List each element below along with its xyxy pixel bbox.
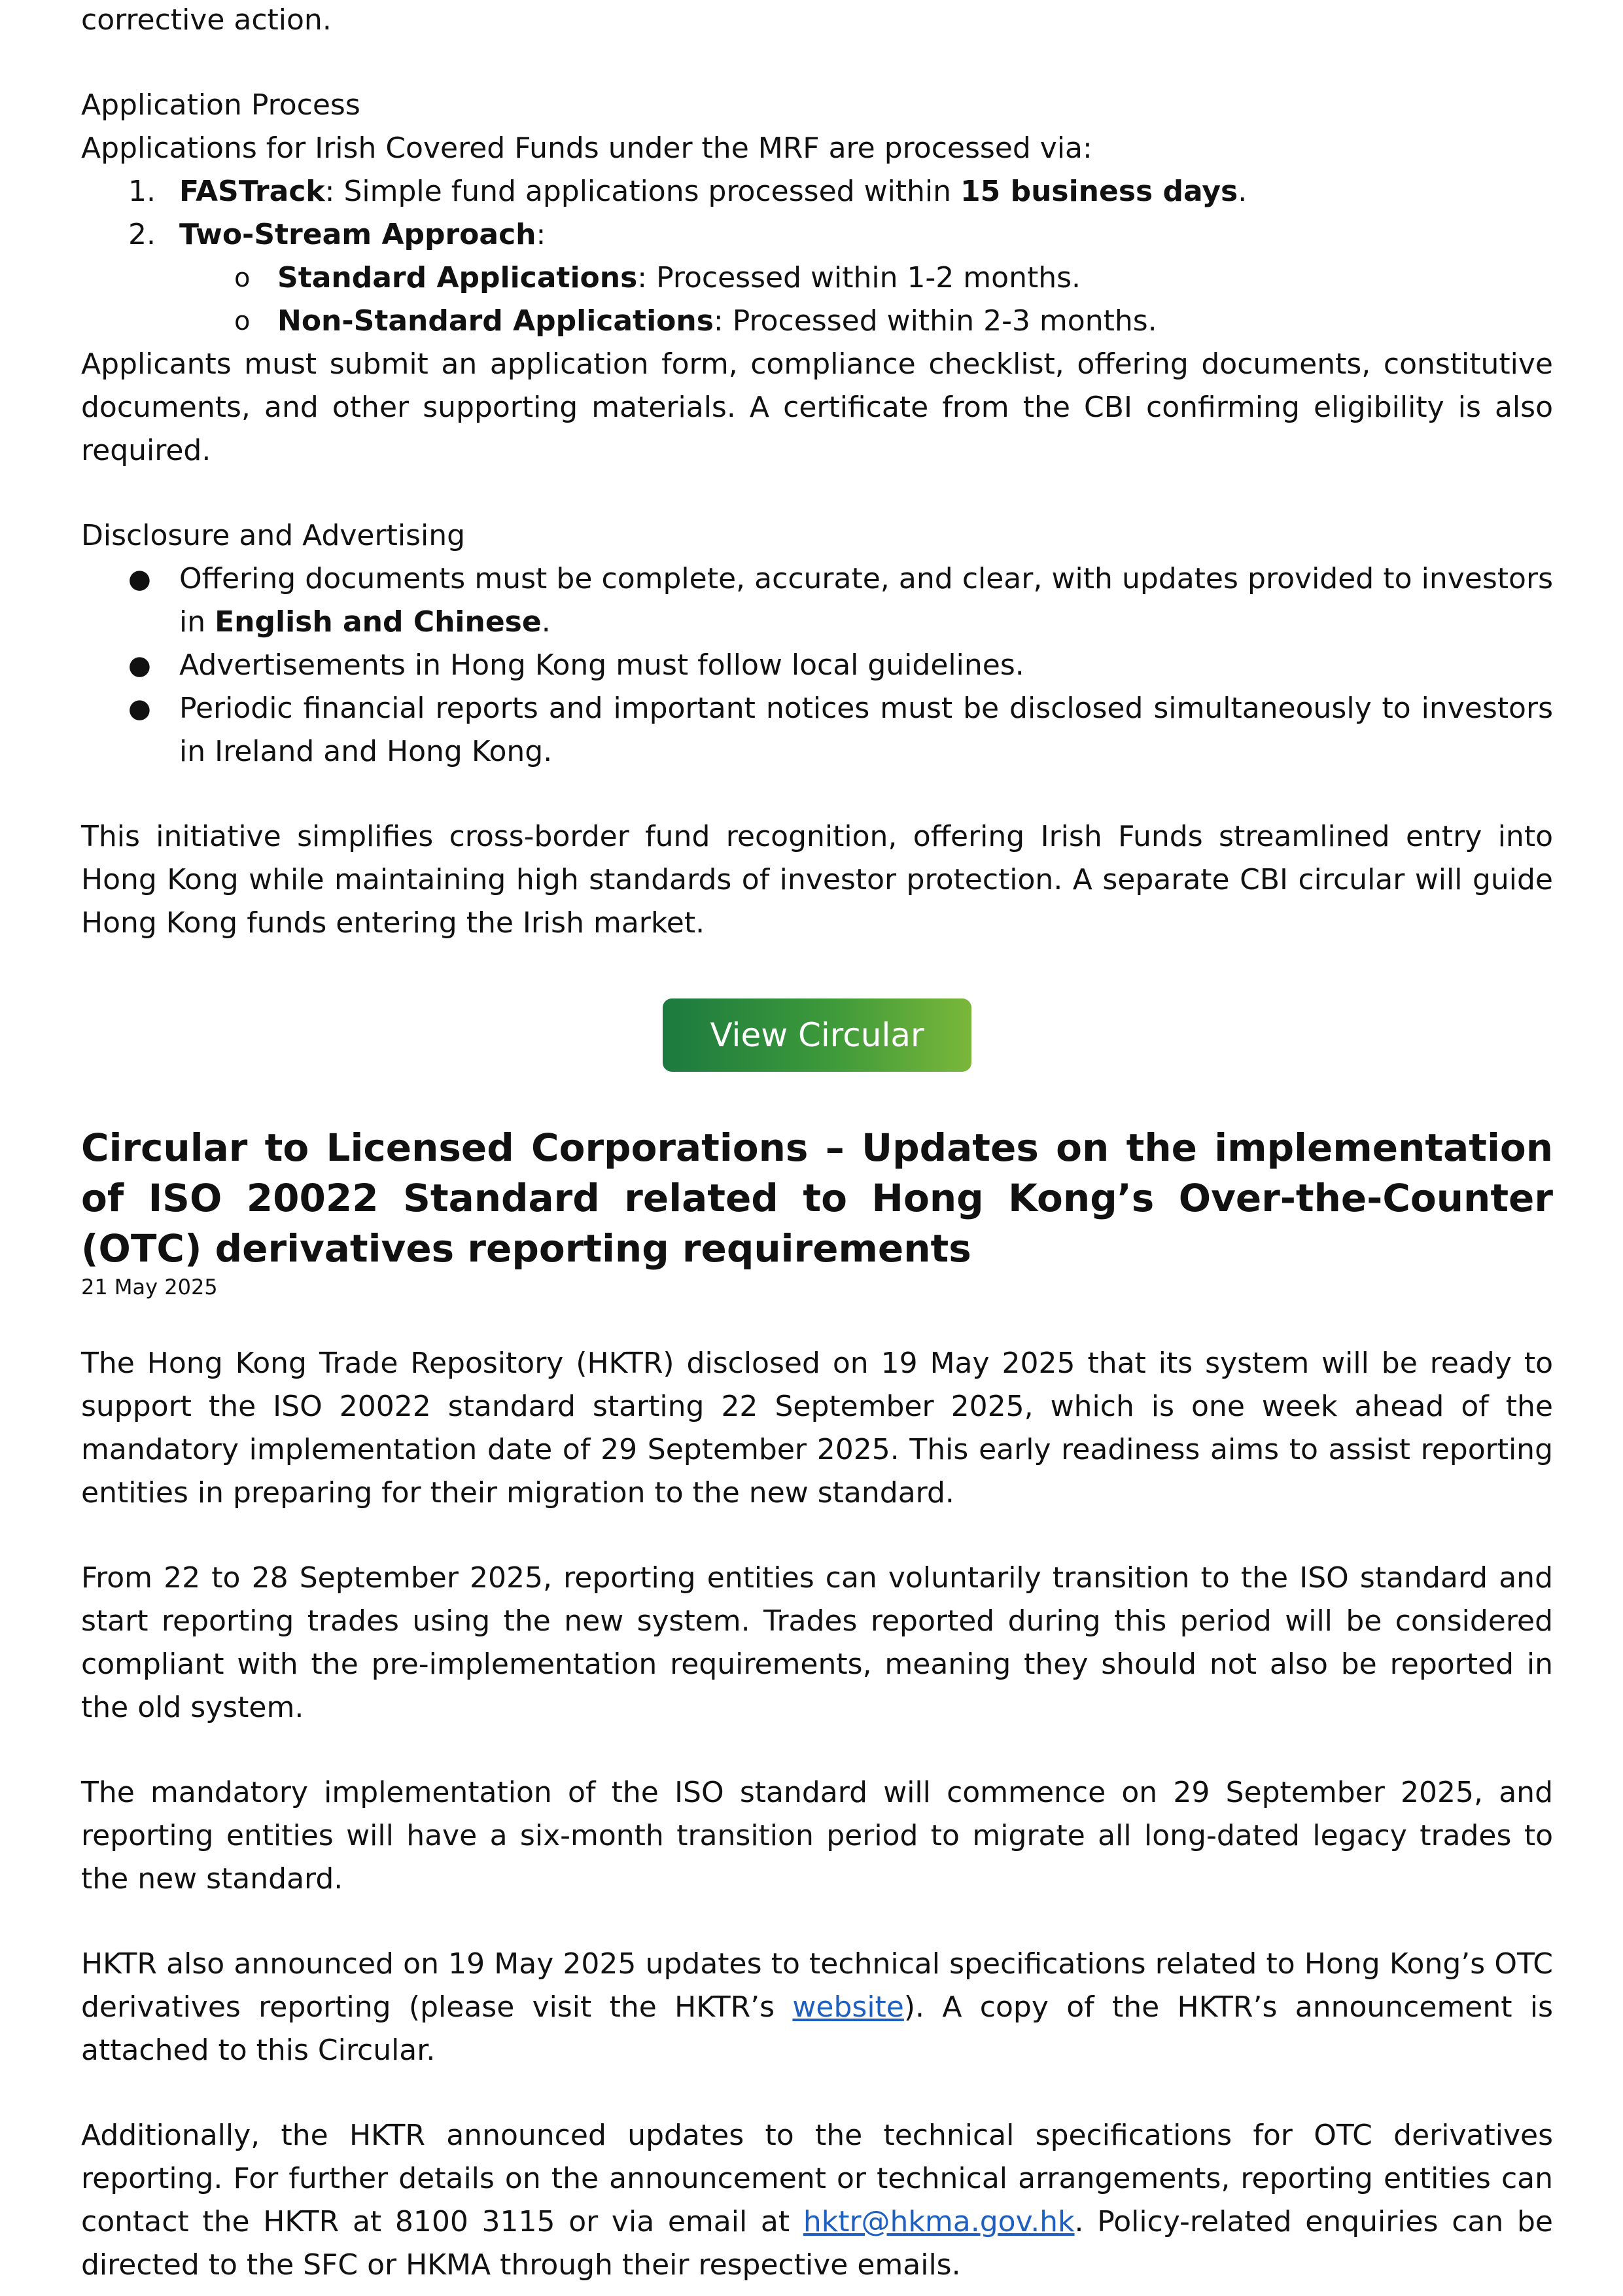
application-requirements-text: Applicants must submit an application form, compliance checklist, offering documents, constitutive documents, and other supporting materials. A certificate from the CBI confirming eligibility is also required.: [81, 347, 1553, 467]
sub-list: [179, 256, 1553, 343]
bullet-end: .: [541, 605, 551, 639]
hktr-website-link[interactable]: website: [792, 1990, 904, 2024]
disclosure-section: [81, 514, 1553, 945]
article-paragraph: The mandatory implementation of the ISO standard will commence on 29 September 2025, and reporting entities will have a six-month transition period to migrate all long-dated legacy trades to the new standard.: [81, 1776, 1553, 1896]
list-item: [128, 687, 1553, 773]
term-fastrack: FASTrack: [179, 175, 325, 208]
bullet-text: Advertisements in Hong Kong must follow local guidelines.: [179, 648, 1024, 682]
article-paragraph: From 22 to 28 September 2025, reporting entities can voluntarily transition to the ISO standard and start reporting trades using the new system. Trades reported during this period will be considered compliant with the pre-implementation requirements, meaning they should not also be reported in the old system.: [81, 1561, 1553, 1724]
bullet-icon: ●: [128, 694, 151, 724]
bullet-icon: ●: [128, 564, 151, 594]
paragraph-text: HKTR also announced on 19 May 2025 updates to technical specifications related to Hong Kong’s OTC derivatives reporting (please visit the HKTR’s: [81, 1947, 1553, 2024]
article-title: Circular to Licensed Corporations – Updates on the implementation of ISO 20022 Standard related to Hong Kong’s Over-the-Counter (OTC) derivatives reporting requirements: [81, 1125, 1553, 1271]
article-paragraph: The Hong Kong Trade Repository (HKTR) disclosed on 19 May 2025 that its system will be ready to support the ISO 20022 standard starting 22 September 2025, which is one week ahead of the mandatory implementation date of 29 September 2025. This early readiness aims to assist reporting entities in preparing for their migration to the new standard.: [81, 1347, 1553, 1510]
term-two-stream: Two-Stream Approach: [179, 218, 536, 251]
circle-bullet-icon: o: [234, 306, 251, 336]
section-heading-application-process: Application Process: [81, 88, 360, 122]
list-item-two-stream: [128, 213, 1553, 343]
paragraph-text: . Policy-related enquiries can be directed to the SFC or HKMA through their respective emails.: [81, 2205, 1553, 2282]
list-number: 1.: [128, 175, 156, 208]
spacer: [81, 1901, 1553, 1943]
application-process-section: [81, 84, 1553, 472]
process-list: [81, 170, 1553, 343]
article-date: 21 May 2025: [81, 1275, 218, 1299]
hktr-email-link[interactable]: hktr@hkma.gov.hk: [803, 2205, 1075, 2238]
initiative-summary: This initiative simplifies cross-border fund recognition, offering Irish Funds streamlined entry into Hong Kong while maintaining high standards of investor protection. A separate CBI circular will guide Hong Kong funds entering the Irish market.: [81, 820, 1553, 940]
article-paragraph: [81, 2114, 1553, 2287]
spacer: [81, 1729, 1553, 1771]
term-non-standard-applications: Non-Standard Applications: [277, 304, 714, 338]
bullet-text: Periodic financial reports and important notices must be disclosed simultaneously to investors in Ireland and Hong Kong.: [179, 692, 1553, 768]
standard-applications-text: : Processed within 1-2 months.: [637, 261, 1081, 294]
disclosure-list: [81, 557, 1553, 773]
article-iso-20022: [81, 1123, 1553, 2287]
application-process-lead: Applications for Irish Covered Funds under the MRF are processed via:: [81, 132, 1092, 165]
view-circular-button[interactable]: View Circular: [663, 998, 971, 1072]
fastrack-end: .: [1238, 175, 1248, 208]
circle-bullet-icon: o: [234, 263, 251, 293]
non-standard-applications-text: : Processed within 2-3 months.: [713, 304, 1157, 338]
bullet-icon: ●: [128, 650, 151, 680]
spacer: [81, 2072, 1553, 2114]
article-paragraph: [81, 1943, 1553, 2072]
sub-item-non-standard: [234, 300, 1553, 343]
spacer: [81, 472, 1553, 514]
sub-item-standard: [234, 256, 1553, 300]
bullet-text: Offering documents must be complete, accurate, and clear, with updates provided to investors in: [179, 562, 1553, 639]
spacer: [81, 1515, 1553, 1557]
bullet-emphasis: English and Chinese: [215, 605, 542, 639]
fastrack-emphasis: 15 business days: [960, 175, 1238, 208]
list-item: [128, 644, 1553, 687]
paragraph-text: Additionally, the HKTR announced updates to the technical specifications for OTC derivatives reporting. For further details on the announcement or technical arrangements, reporting entities can contact the HKTR at 8100 3115 or via email at: [81, 2119, 1553, 2238]
list-item: [128, 557, 1553, 644]
list-number: 2.: [128, 218, 156, 251]
term-standard-applications: Standard Applications: [277, 261, 638, 294]
carryover-text: corrective action.: [81, 3, 332, 37]
spacer: [81, 42, 1553, 84]
fastrack-text: : Simple fund applications processed within: [324, 175, 961, 208]
two-stream-end: :: [536, 218, 546, 251]
paragraph-text: ). A copy of the HKTR’s announcement is attached to this Circular.: [81, 1990, 1553, 2067]
spacer: [81, 1300, 1553, 1342]
section-heading-disclosure: Disclosure and Advertising: [81, 519, 466, 552]
list-item-fastrack: [128, 170, 1553, 213]
spacer: [81, 773, 1553, 815]
cta-container: [81, 998, 1553, 1072]
